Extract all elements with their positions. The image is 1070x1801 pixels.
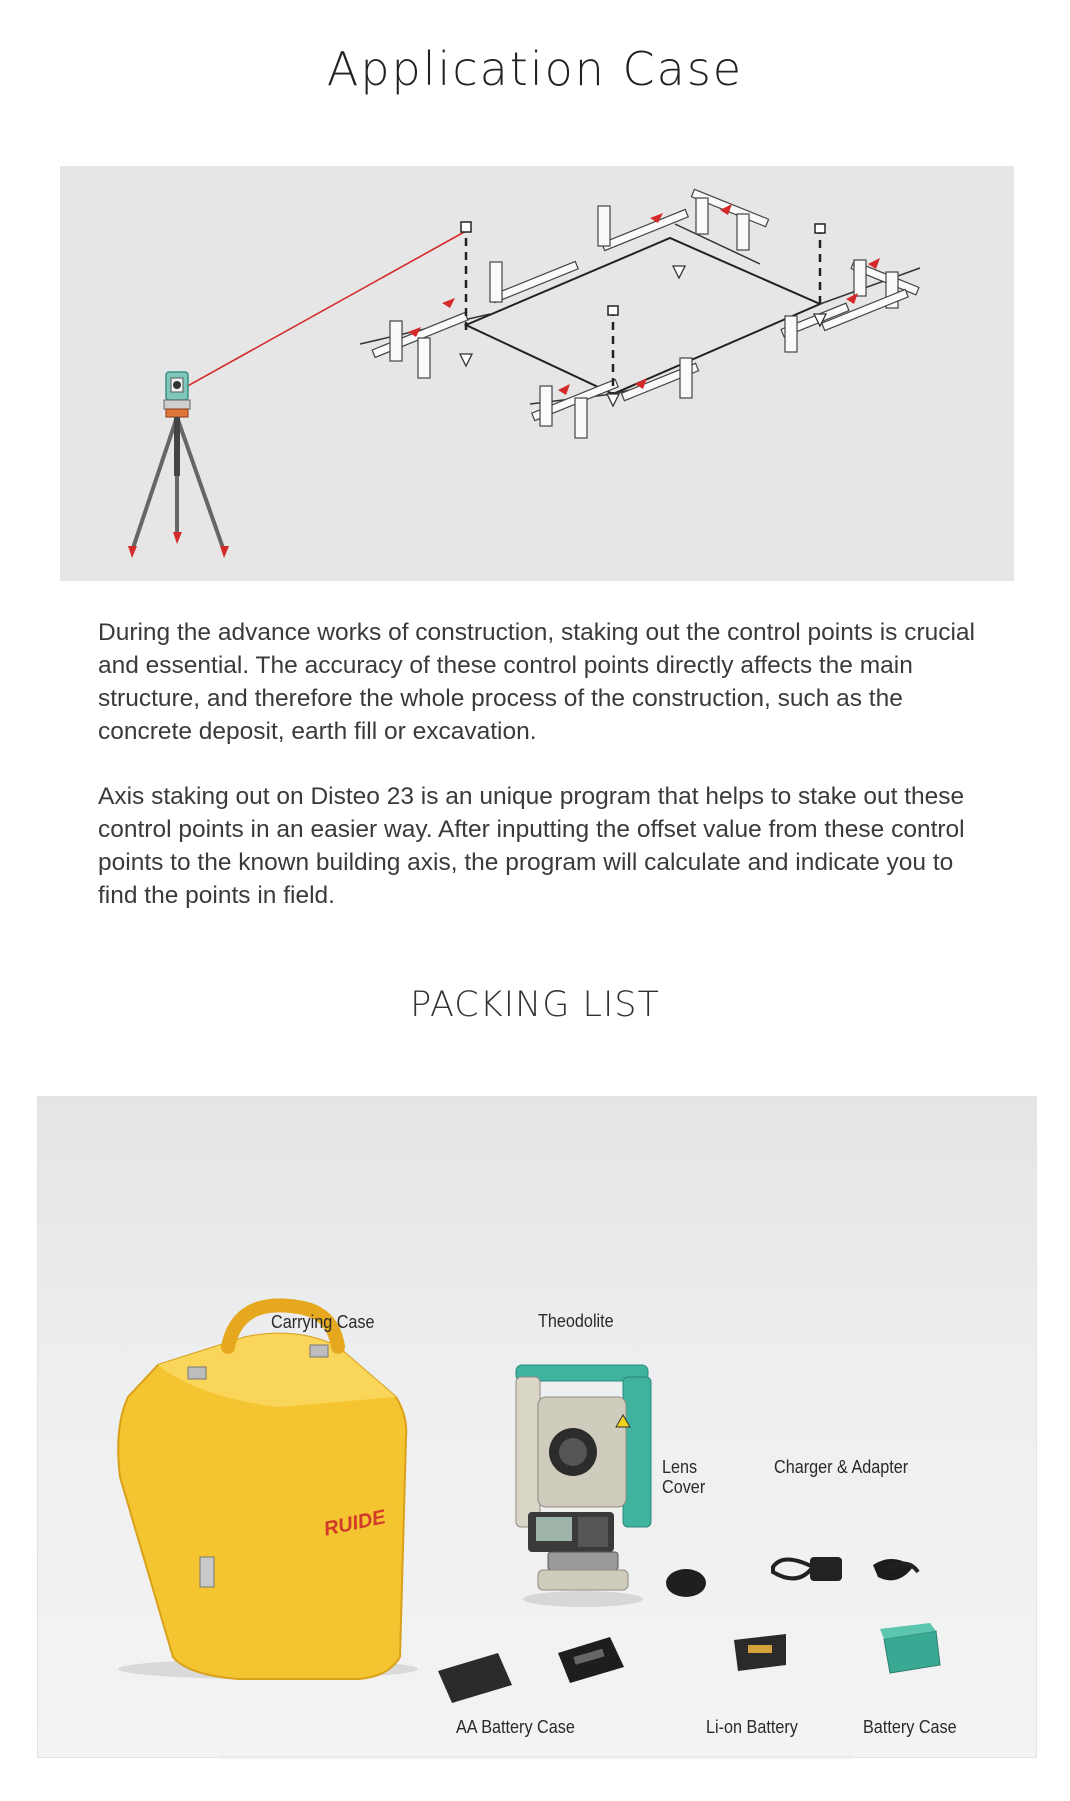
aa-battery-case-icon xyxy=(438,1637,624,1703)
photo-bottom-shadow xyxy=(220,1756,852,1760)
batter-boards xyxy=(372,189,919,438)
label-lens-cover: Lens Cover xyxy=(662,1457,706,1497)
lens-cover-icon xyxy=(666,1569,706,1597)
case-brand-mark: RUIDE xyxy=(322,1506,388,1541)
label-battery-case: Battery Case xyxy=(863,1717,957,1737)
charger-adapter-icon xyxy=(773,1557,918,1581)
li-on-battery-icon xyxy=(734,1634,786,1671)
staking-out-diagram xyxy=(60,166,1014,581)
label-theodolite: Theodolite xyxy=(538,1311,614,1331)
label-charger-adapter: Charger & Adapter xyxy=(774,1457,909,1477)
carrying-case-icon xyxy=(118,1305,418,1679)
theodolite-icon xyxy=(516,1365,651,1607)
application-case-title: Application Case xyxy=(326,42,744,96)
packing-list-photo xyxy=(37,1096,1037,1758)
application-paragraph-1: During the advance works of construction, staking out the control points is crucial and essential. The accuracy of these control points directly affects the main structure, and therefore the whole process of the construction, such as the concrete deposit, earth fill or excavation. xyxy=(98,619,975,745)
label-carrying-case: Carrying Case xyxy=(271,1312,375,1332)
application-paragraph-2: Axis staking out on Disteo 23 is an unique program that helps to stake out these control points in an easier way. After inputting the offset value from these control points to the known building axis, the program will calculate and indicate you to find the points in field. xyxy=(98,783,965,909)
battery-case-icon xyxy=(880,1623,940,1673)
survey-poles xyxy=(461,222,825,394)
packing-list-title: PACKING LIST xyxy=(410,985,660,1025)
total-station-tripod-icon xyxy=(128,372,229,558)
label-aa-battery-case: AA Battery Case xyxy=(456,1717,575,1737)
label-li-on-battery: Li-on Battery xyxy=(706,1717,798,1737)
